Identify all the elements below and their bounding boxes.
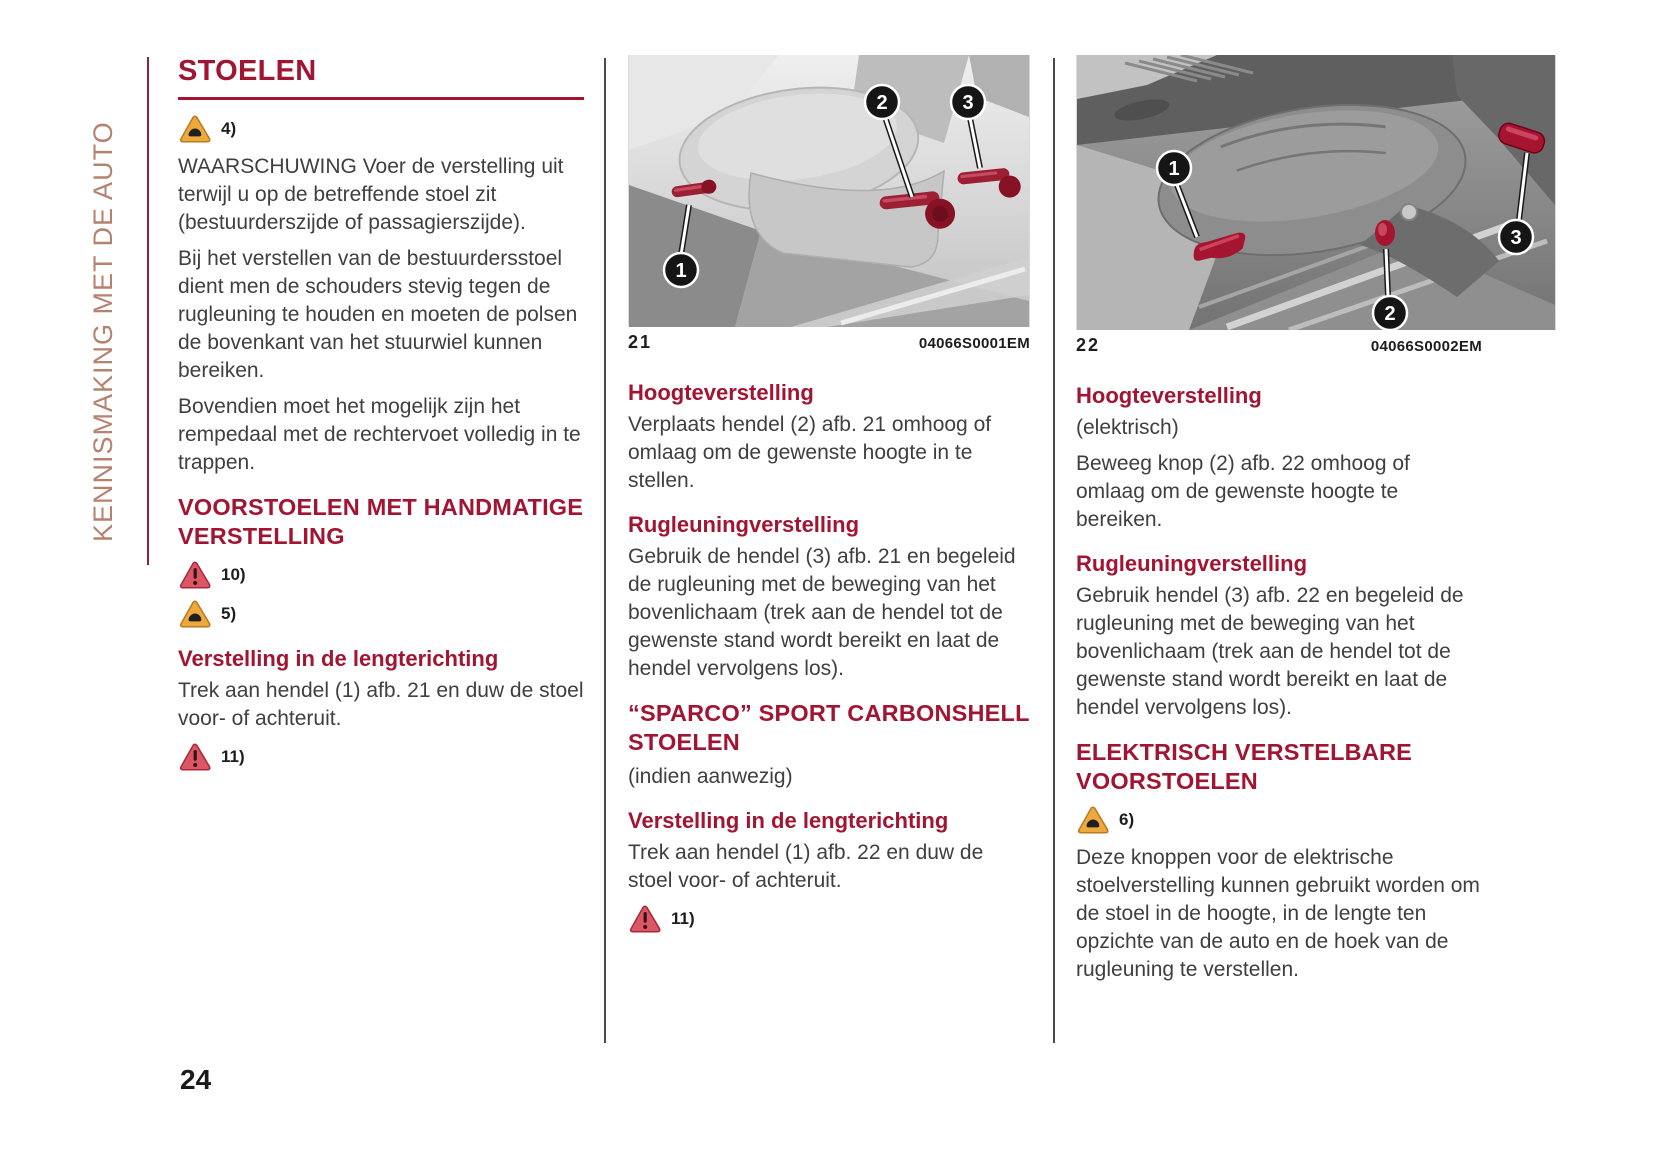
svg-text:1: 1: [1168, 158, 1180, 180]
paragraph: Deze knoppen voor de elektrische stoelverstelling kunnen gebruikt worden om de stoel in de hoogte, in de lengte ten opzichte van de auto en de hoek van de rugleuning te verstellen.: [1076, 846, 1480, 981]
seat-illustration-electric: [1076, 55, 1556, 330]
car-warning-triangle-icon: [178, 599, 212, 629]
paragraph: Trek aan hendel (1) afb. 21 en duw de stoel voor- of achteruit.: [178, 679, 584, 730]
figure-caption: [628, 332, 1030, 353]
page-title: STOELEN: [178, 55, 584, 100]
paragraph: WAARSCHUWING Voer de verstelling uit terwijl u op de betreffende stoel zit (bestuurderszijde of passagierszijde).: [178, 155, 564, 234]
sub-heading-length-adjustment: Verstelling in de lengterichting: [628, 808, 949, 833]
car-warning-triangle-icon: [178, 114, 212, 144]
chapter-sidebar-label: KENNISMAKING MET DE AUTO: [88, 121, 118, 542]
figure-number: 22: [1076, 335, 1101, 355]
warning-note-11: [178, 742, 584, 772]
sub-heading-height-adjustment: Hoogteverstelling: [1076, 383, 1262, 408]
warning-number: 4): [221, 119, 237, 138]
page-number: 24: [180, 1064, 212, 1095]
section-heading-electric-seats: ELEKTRISCH VERSTELBARE VOORSTOELEN: [1076, 739, 1413, 794]
figure-number: 21: [628, 332, 653, 352]
paragraph: Bij het verstellen van de bestuurdersstoel dient men de schouders stevig tegen de rugleuning te houden en moeten de polsen de bovenkant van het stuurwiel kunnen bereiken.: [178, 247, 578, 382]
column-divider-1: [604, 58, 606, 1043]
svg-text:1: 1: [675, 260, 687, 282]
warning-note-4: [178, 114, 584, 144]
warning-note-10: [178, 560, 584, 590]
paragraph: Bovendien moet het mogelijk zijn het rempedaal met de rechtervoet volledig in te trappen.: [178, 395, 581, 474]
paragraph: Gebruik de hendel (3) afb. 21 en begeleid de rugleuning met de beweging van het bovenlichaam (trek aan de hendel tot de gewenste stand wordt bereikt en laat de hendel vervolgens los).: [628, 545, 1016, 680]
seat-illustration-manual: [628, 55, 1030, 327]
svg-text:2: 2: [1384, 303, 1396, 325]
warning-number: 5): [221, 604, 237, 623]
column-right: [1076, 55, 1522, 992]
paragraph: Gebruik hendel (3) afb. 22 en begeleid de rugleuning met de beweging van het bovenlichaam (trek aan de hendel tot de gewenste stand wordt bereikt en laat de hendel vervolgens los).: [1076, 584, 1464, 719]
section-heading-sparco-seats: “SPARCO” SPORT CARBONSHELL STOELEN: [628, 700, 1030, 755]
warning-number: 11): [221, 747, 245, 766]
sub-heading-height-adjustment: Hoogteverstelling: [628, 380, 814, 405]
svg-text:2: 2: [876, 92, 888, 114]
figure-22: [1076, 55, 1522, 356]
figure-21: [628, 55, 1030, 353]
paragraph: (indien aanwezig): [628, 765, 793, 788]
warning-number: 6): [1119, 810, 1135, 829]
column-middle: [628, 55, 1030, 943]
figure-code: 04066S0002EM: [1370, 338, 1482, 355]
warning-note-5: [178, 599, 584, 629]
warning-note-6: [1076, 805, 1482, 835]
sub-heading-backrest-adjustment: Rugleuningverstelling: [628, 512, 860, 537]
paragraph: (elektrisch): [1076, 416, 1179, 439]
sub-heading-length-adjustment: Verstelling in de lengterichting: [178, 646, 499, 671]
column-divider-2: [1053, 58, 1055, 1043]
figure-code: 04066S0001EM: [918, 335, 1030, 352]
sidebar-divider: [147, 57, 149, 565]
svg-text:3: 3: [962, 92, 974, 114]
paragraph: Beweeg knop (2) afb. 22 omhoog of omlaag om de gewenste hoogte te bereiken.: [1076, 452, 1410, 531]
car-warning-triangle-icon: [1076, 805, 1110, 835]
paragraph: Trek aan hendel (1) afb. 22 en duw de stoel voor- of achteruit.: [628, 841, 984, 892]
svg-text:3: 3: [1510, 227, 1522, 249]
sub-heading-backrest-adjustment: Rugleuningverstelling: [1076, 551, 1308, 576]
paragraph: Verplaats hendel (2) afb. 21 omhoog of omlaag om de gewenste hoogte in te stellen.: [628, 413, 992, 492]
exclamation-warning-triangle-icon: [178, 742, 212, 772]
exclamation-warning-triangle-icon: [178, 560, 212, 590]
warning-number: 11): [671, 909, 695, 928]
section-heading-manual-seats: VOORSTOELEN MET HANDMATIGE VERSTELLING: [178, 494, 584, 549]
figure-caption: [1076, 335, 1482, 356]
button-2: [1375, 220, 1395, 246]
warning-note-11: [628, 904, 1030, 934]
column-left: [178, 55, 584, 781]
exclamation-warning-triangle-icon: [628, 904, 662, 934]
warning-number: 10): [221, 565, 246, 584]
